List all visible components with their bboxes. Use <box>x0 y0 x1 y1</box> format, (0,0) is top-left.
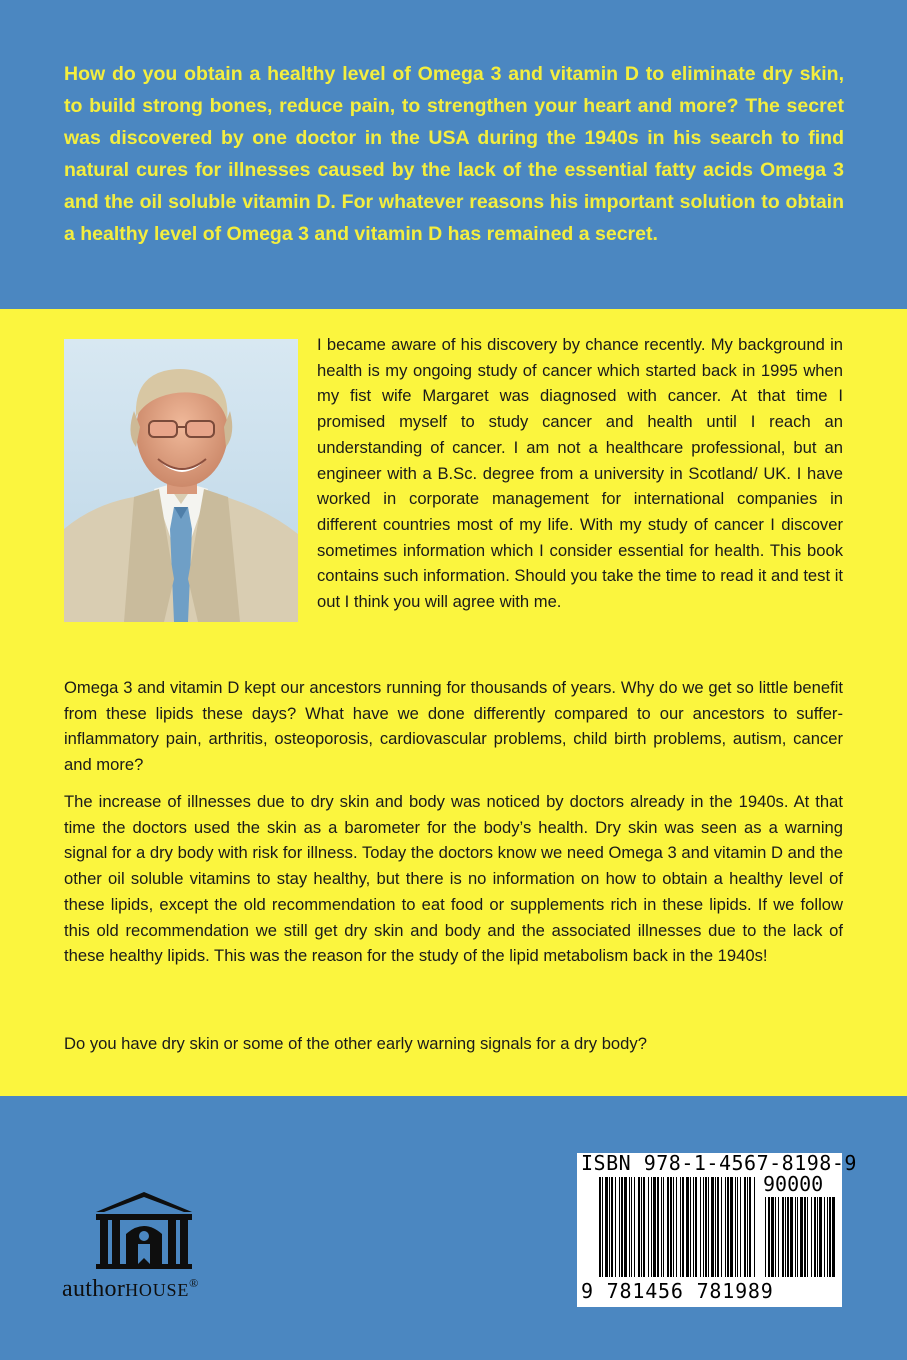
author-photo <box>64 339 298 622</box>
addon-bar <box>814 1197 816 1277</box>
barcode-bar <box>661 1177 662 1277</box>
body-paragraph-question: Do you have dry skin or some of the other early warning signals for a dry body? <box>64 1034 647 1053</box>
addon-bar <box>832 1197 835 1277</box>
addon-bar <box>785 1197 786 1277</box>
barcode-bar <box>653 1177 656 1277</box>
intro-paragraph: How do you obtain a healthy level of Omega 3 and vitamin D to eliminate dry skin, to build strong bones, reduce pain, to strengthen your heart and more? The secret was discovered by one doctor in the USA during the 1940s in his search to find natural cures for illnesses caused by the lack of the essential fatty acids Omega 3 and the oil soluble vitamin D. For whatever reasons his important solution to obtain a healthy level of Omega 3 and vitamin D has remained a secret. <box>64 63 844 245</box>
publisher-name-part2: HOUSE <box>125 1280 190 1300</box>
barcode-bar <box>737 1177 738 1277</box>
addon-bar <box>790 1197 793 1277</box>
addon-bar <box>778 1197 779 1277</box>
registered-mark: ® <box>189 1276 199 1290</box>
bottom-blue-band <box>0 1096 907 1360</box>
barcode-bar <box>690 1177 691 1277</box>
barcode-bar <box>641 1177 642 1277</box>
barcode-bar <box>682 1177 684 1277</box>
barcode-bar <box>619 1177 620 1277</box>
author-photo-illustration <box>64 339 298 622</box>
addon-bar <box>787 1197 789 1277</box>
addon-bar <box>797 1197 798 1277</box>
addon-bar <box>804 1197 806 1277</box>
barcode-bar <box>749 1177 751 1277</box>
barcode-bar <box>631 1177 632 1277</box>
barcode-bar <box>695 1177 697 1277</box>
barcode-bar <box>727 1177 729 1277</box>
addon-bar <box>765 1197 766 1277</box>
barcode-bar <box>624 1177 627 1277</box>
barcode-bar <box>680 1177 681 1277</box>
publisher-house-icon <box>94 1190 194 1270</box>
barcode-bar <box>657 1177 659 1277</box>
barcode-bar <box>715 1177 716 1277</box>
addon-bar <box>795 1197 796 1277</box>
barcode-bar <box>651 1177 652 1277</box>
barcode-bar <box>686 1177 689 1277</box>
body-paragraph-dry-skin: The increase of illnesses due to dry skin and body was noticed by doctors already in the 1940s. At that time the doctors used the skin as a barometer for the body’s health. Dry skin was seen as a warning signal for a dry body with risk for illness. Today the doctors know we need Omega 3 and vitamin D and the other oil soluble vitamins to stay healthy, but there is no information on how to obtain a healthy level of these lipids, except the old recommendation to eat food or supplements rich in these lipids. If we follow this old recommendation we still get dry skin and body and the associated illnesses due to the lack of these healthy lipids. This was the reason for the study of the lipid metabolism back in the 1940s! <box>64 792 843 966</box>
addon-bar <box>817 1197 818 1277</box>
barcode-bar <box>605 1177 608 1277</box>
publisher-logo <box>62 1190 252 1310</box>
barcode-bar <box>615 1177 616 1277</box>
barcode-bar <box>703 1177 704 1277</box>
addon-bar <box>807 1197 808 1277</box>
isbn-label: ISBN 978-1-4567-8198-9 <box>581 1151 857 1175</box>
barcode-bar <box>747 1177 748 1277</box>
ean-digits: 9 781456 781989 <box>581 1279 774 1303</box>
barcode-bar <box>705 1177 707 1277</box>
addon-bar <box>782 1197 784 1277</box>
addon-bar <box>800 1197 803 1277</box>
addon-bar <box>827 1197 828 1277</box>
barcode-bar <box>670 1177 672 1277</box>
barcode-bar <box>663 1177 664 1277</box>
top-blue-band <box>0 0 907 309</box>
addon-bar <box>771 1197 774 1277</box>
barcode-bar <box>735 1177 736 1277</box>
barcode-bar <box>754 1177 755 1277</box>
barcode-bar <box>730 1177 733 1277</box>
isbn-barcode <box>577 1151 857 1307</box>
barcode-bar <box>609 1177 610 1277</box>
barcode-bar <box>711 1177 714 1277</box>
barcode-bar <box>634 1177 635 1277</box>
barcode-bar <box>744 1177 746 1277</box>
author-bio-paragraph: I became aware of his discovery by chance recently. My background in health is my ongoing study of cancer which started back in 1995 when my fist wife Margaret was diagnosed with cancer. At that time I promised myself to study cancer and health until I reach an understanding of cancer. I am not a healthcare professional, but an engineer with a B.Sc. degree from a university in Scotland/ UK. I have worked in corporate management for international companies in different countries most of my life. With my study of cancer I discover sometimes information which I consider essential for health. This book contains such information. Should you take the time to read it and test it out I think you will agree with me. <box>317 335 843 612</box>
barcode-bar <box>721 1177 722 1277</box>
barcode-bar <box>599 1177 601 1277</box>
barcode-bar <box>740 1177 741 1277</box>
barcode-bar <box>602 1177 603 1277</box>
barcode-bar <box>725 1177 726 1277</box>
barcode-bar <box>700 1177 701 1277</box>
addon-bar <box>768 1197 770 1277</box>
barcode-bar <box>693 1177 694 1277</box>
barcode-bar <box>667 1177 669 1277</box>
barcode-bar <box>676 1177 677 1277</box>
publisher-name <box>62 1276 199 1303</box>
barcode-bar <box>648 1177 649 1277</box>
body-paragraph-ancestors: Omega 3 and vitamin D kept our ancestors running for thousands of years. Why do we get so little benefit from these lipids these days? What have we done differently compared to our ancestors to suffer- inflammatory pain, arthritis, osteoporosis, cardiovascular problems, child birth problems, autism, cancer and more? <box>64 678 843 775</box>
publisher-name-part1: author <box>62 1276 126 1302</box>
barcode-bar <box>717 1177 719 1277</box>
barcode-bar <box>638 1177 640 1277</box>
barcode-bar <box>708 1177 709 1277</box>
addon-bar <box>829 1197 831 1277</box>
addon-bar <box>775 1197 776 1277</box>
price-addon: 90000 <box>763 1172 824 1196</box>
barcode-bar <box>629 1177 630 1277</box>
middle-yellow-band <box>0 309 907 1096</box>
addon-bar <box>811 1197 812 1277</box>
barcode-bar <box>673 1177 674 1277</box>
addon-bar <box>824 1197 825 1277</box>
addon-bar <box>819 1197 822 1277</box>
barcode-bar <box>643 1177 645 1277</box>
barcode-bar <box>611 1177 613 1277</box>
barcode-bar <box>621 1177 623 1277</box>
